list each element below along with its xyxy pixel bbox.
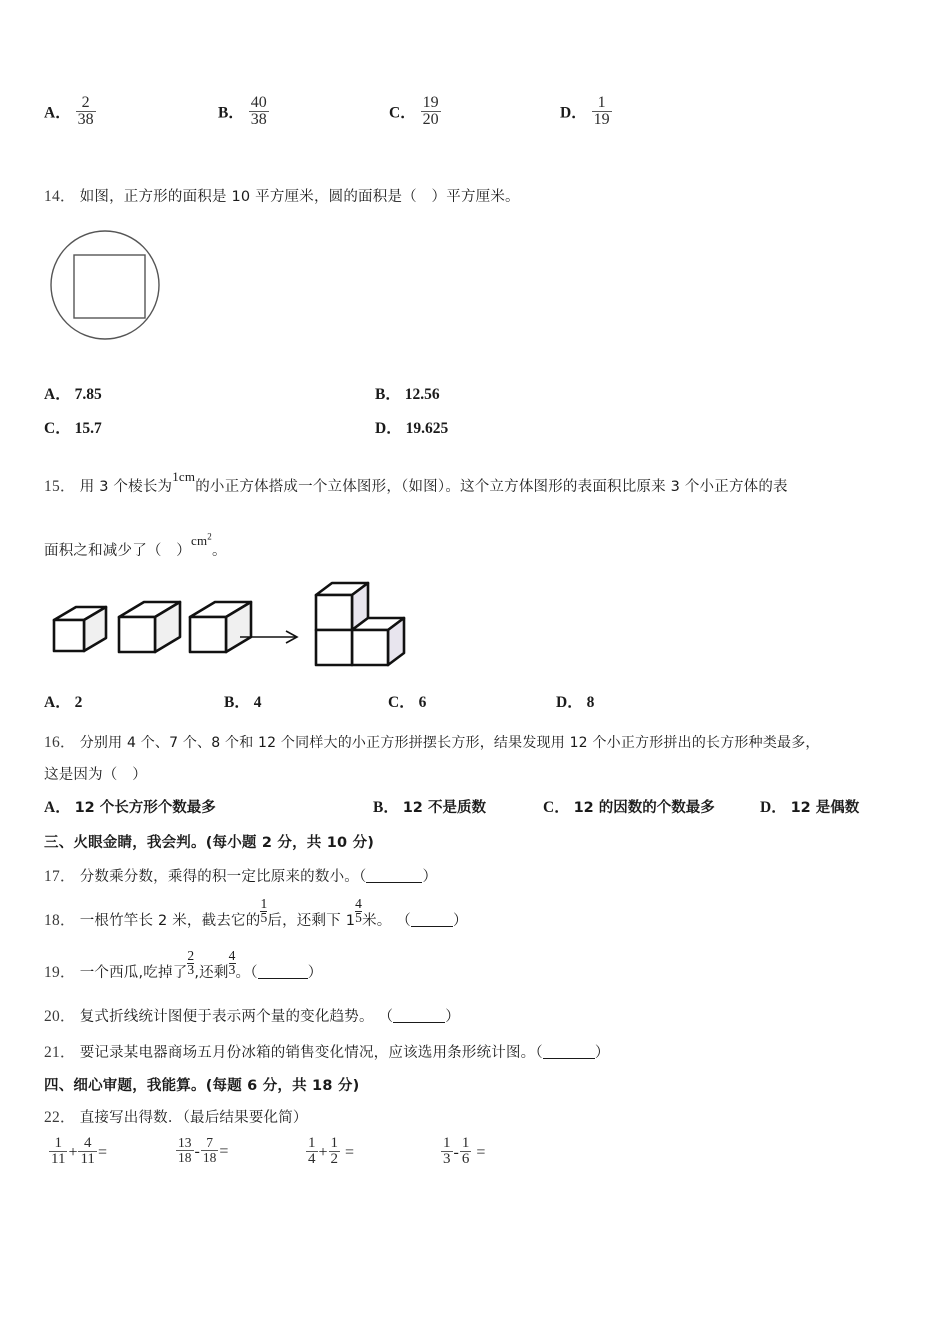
circle-square-diagram <box>44 227 219 347</box>
q21-answer-blank[interactable] <box>543 1058 595 1059</box>
expr4-fraction-2: $\frac{1}{6}$ <box>461 1135 470 1168</box>
q15-option-d-label: D． <box>556 694 583 711</box>
q15-option-d-value: 8 <box>586 694 595 711</box>
q15-option-d <box>556 690 594 712</box>
option-a <box>44 95 214 129</box>
question-15-text-d: 。 <box>212 543 227 560</box>
question-17-number: 17． <box>44 868 76 885</box>
question-16-number: 16． <box>44 734 76 751</box>
q14-option-b <box>375 382 440 404</box>
option-d-fraction: $\frac{1}{19}$ <box>593 94 610 129</box>
q14-option-d-label: D． <box>375 420 402 437</box>
q16-option-b-label: B． <box>373 799 399 816</box>
q14-option-d <box>375 416 448 438</box>
question-18-text-c: 米。 （ <box>362 912 411 929</box>
option-c <box>389 95 556 129</box>
section-3-heading <box>44 831 374 852</box>
q14-option-a <box>44 382 102 404</box>
question-21: 21． 要记录某电器商场五月份冰箱的销售变化情况，应该选用条形统计图。（ ） <box>44 1044 610 1061</box>
question-15-line1 <box>44 462 788 502</box>
question-16-line1 <box>44 728 820 758</box>
question-19-text-b: ,还剩 <box>194 964 229 981</box>
option-c-fraction: $\frac{19}{20}$ <box>422 94 439 129</box>
question-16-text-line2: 这是因为（ ） <box>44 767 147 783</box>
question-20: 20． 复式折线统计图便于表示两个量的变化趋势。 （ ） <box>44 1008 460 1025</box>
unit-square-centimeter: cm2 <box>191 532 212 549</box>
q14-option-d-value: 19.625 <box>405 420 449 437</box>
q15-option-b-value: 4 <box>253 694 262 711</box>
q15-option-c-label: C． <box>388 694 415 711</box>
expr4-operator: - <box>453 1144 459 1161</box>
q16-option-a-value: 12 个长方形个数最多 <box>74 800 216 816</box>
q15-figure <box>44 575 444 685</box>
option-a-label: A． <box>44 104 71 122</box>
question-16-line2 <box>44 760 147 790</box>
q15-option-b-label: B． <box>224 694 250 711</box>
expr3-operator: + <box>318 1144 328 1161</box>
q20-answer-blank[interactable] <box>393 1022 445 1023</box>
q15-option-c-value: 6 <box>418 694 427 711</box>
q18-fraction-2: $\frac{4}{5}$ <box>355 896 363 925</box>
section-4-heading-text: 四、细心审题，我能算。(每题 6 分，共 18 分) <box>44 1078 360 1094</box>
expr2-equals: = <box>219 1143 229 1161</box>
q16-option-a <box>44 795 216 817</box>
q15-option-c <box>388 690 552 712</box>
q16-option-c-value: 12 的因数的个数最多 <box>573 800 715 816</box>
question-22 <box>44 1103 308 1133</box>
q16-option-b-value: 12 不是质数 <box>402 800 486 816</box>
option-a-fraction: $\frac{2}{38}$ <box>77 94 94 129</box>
option-b-label: B． <box>218 104 244 122</box>
q19-fraction-1: $\frac{2}{3}$ <box>187 948 195 977</box>
question-20-text: 复式折线统计图便于表示两个量的变化趋势。 （ <box>79 1009 394 1025</box>
question-19-text-c: 。（ <box>235 964 258 981</box>
q16-option-d-label: D． <box>760 799 787 816</box>
q19-fraction-2: $\frac{4}{3}$ <box>228 948 236 977</box>
q15-option-a-label: A． <box>44 694 71 711</box>
question-20-number: 20． <box>44 1008 76 1025</box>
question-18-text-a: 一根竹竿长 2 米，截去它的 <box>79 912 261 929</box>
q18-fraction-1: $\frac{1}{5}$ <box>260 896 268 925</box>
question-18: 18． 一根竹竿长 2 米，截去它的 $\frac{1}{5}$ 后，还剩下 1 $\frac{4}{5}$ 米。 （ ） <box>44 896 468 929</box>
question-15-text-a: 用 3 个棱长为 <box>79 478 173 495</box>
option-b <box>218 95 385 129</box>
q16-option-a-label: A． <box>44 799 71 816</box>
circle-shape <box>51 231 159 339</box>
q14-option-c-label: C． <box>44 420 71 437</box>
expr1-fraction-1: $\frac{1}{11}$ <box>51 1135 66 1168</box>
q15-option-a <box>44 690 220 712</box>
question-15-number: 15． <box>44 477 76 495</box>
question-17: 17． 分数乘分数，乘得的积一定比原来的数小。（ ） <box>44 868 438 885</box>
square-shape <box>74 255 145 318</box>
q16-option-d-value: 12 是偶数 <box>790 800 860 816</box>
question-14-text: 如图，正方形的面积是 10 平方厘米，圆的面积是（ ）平方厘米。 <box>79 189 520 205</box>
expr4-fraction-1: $\frac{1}{3}$ <box>443 1135 451 1168</box>
question-16-text-line1: 分别用 4 个、7 个、8 个和 12 个同样大的小正方形拼摆长方形，结果发现用 12 个小正方形拼出的长方形种类最多， <box>79 735 820 751</box>
question-15-text-b: 的小正方体搭成一个立体图形，（如图）。这个立方体图形的表面积比原来 3 个小正方体的表 <box>195 478 788 495</box>
question-22-number: 22． <box>44 1109 76 1126</box>
q19-answer-blank[interactable] <box>258 978 308 979</box>
q14-option-b-label: B． <box>375 386 401 403</box>
question-17-text: 分数乘分数，乘得的积一定比原来的数小。（ <box>79 869 367 885</box>
q16-option-c-label: C． <box>543 799 570 816</box>
q16-option-b <box>373 795 486 817</box>
expr2-fraction-2: $\frac{7}{18}$ <box>202 1135 217 1165</box>
question-15-line2 <box>44 522 227 566</box>
q16-option-d <box>760 795 859 817</box>
expr3-fraction-2: $\frac{1}{2}$ <box>330 1135 339 1168</box>
question-19: 19． 一个西瓜,吃掉了 $\frac{2}{3}$ ,还剩 $\frac{4}{3}$ 。（ ） <box>44 948 323 981</box>
q13-options-row <box>44 95 613 129</box>
expr4-equals: = <box>476 1144 486 1161</box>
q16-option-c <box>543 795 715 817</box>
l-shaped-solid <box>316 583 404 665</box>
q14-option-c-value: 15.7 <box>74 420 102 437</box>
q14-figure <box>44 227 219 352</box>
option-c-label: C． <box>389 104 416 122</box>
question-18-number: 18． <box>44 911 76 929</box>
q22-expression-1 <box>48 1136 107 1168</box>
question-15-text-c: 面积之和减少了（ ） <box>44 543 191 560</box>
section-4-heading <box>44 1074 359 1095</box>
q14-option-a-value: 7.85 <box>74 386 102 403</box>
q18-answer-blank[interactable] <box>411 926 453 927</box>
question-21-text: 要记录某电器商场五月份冰箱的销售变化情况，应该选用条形统计图。（ <box>79 1045 543 1061</box>
cube-3 <box>190 602 251 652</box>
cube-2 <box>119 602 180 652</box>
question-18-text-b: 后，还剩下 1 <box>267 912 356 929</box>
unit-centimeter-length: 1cm <box>172 469 196 484</box>
option-d <box>560 95 613 129</box>
question-19-text-a: 一个西瓜,吃掉了 <box>79 964 188 981</box>
expr1-fraction-2: $\frac{4}{11}$ <box>80 1135 95 1168</box>
q14-option-b-value: 12.56 <box>404 386 440 403</box>
q22-expression-3 <box>305 1136 354 1168</box>
option-b-fraction: $\frac{40}{38}$ <box>250 94 267 129</box>
question-22-text: 直接写出得数．（最后结果要化简） <box>79 1110 308 1126</box>
cube-1 <box>54 607 106 651</box>
section-3-heading-text: 三、火眼金睛，我会判。(每小题 2 分，共 10 分) <box>44 835 375 851</box>
expr1-equals: = <box>97 1144 107 1161</box>
q17-answer-blank[interactable] <box>366 882 422 883</box>
q22-expression-4 <box>440 1136 485 1168</box>
expr2-operator: - <box>194 1143 200 1161</box>
q22-expression-2 <box>175 1136 228 1165</box>
expr1-operator: + <box>68 1144 78 1161</box>
question-19-number: 19． <box>44 963 76 981</box>
cubes-diagram <box>44 575 444 680</box>
q15-option-a-value: 2 <box>74 694 83 711</box>
expr2-fraction-1: $\frac{13}{18}$ <box>178 1135 192 1165</box>
q14-option-a-label: A． <box>44 386 71 403</box>
question-14-number: 14． <box>44 188 76 205</box>
q15-option-b <box>224 690 384 712</box>
expr3-fraction-1: $\frac{1}{4}$ <box>308 1135 316 1168</box>
q14-option-c <box>44 416 102 438</box>
expr3-equals: = <box>345 1144 355 1161</box>
question-14 <box>44 182 520 212</box>
question-21-number: 21． <box>44 1044 76 1061</box>
q15-options-row <box>44 690 594 712</box>
option-d-label: D． <box>560 104 587 122</box>
